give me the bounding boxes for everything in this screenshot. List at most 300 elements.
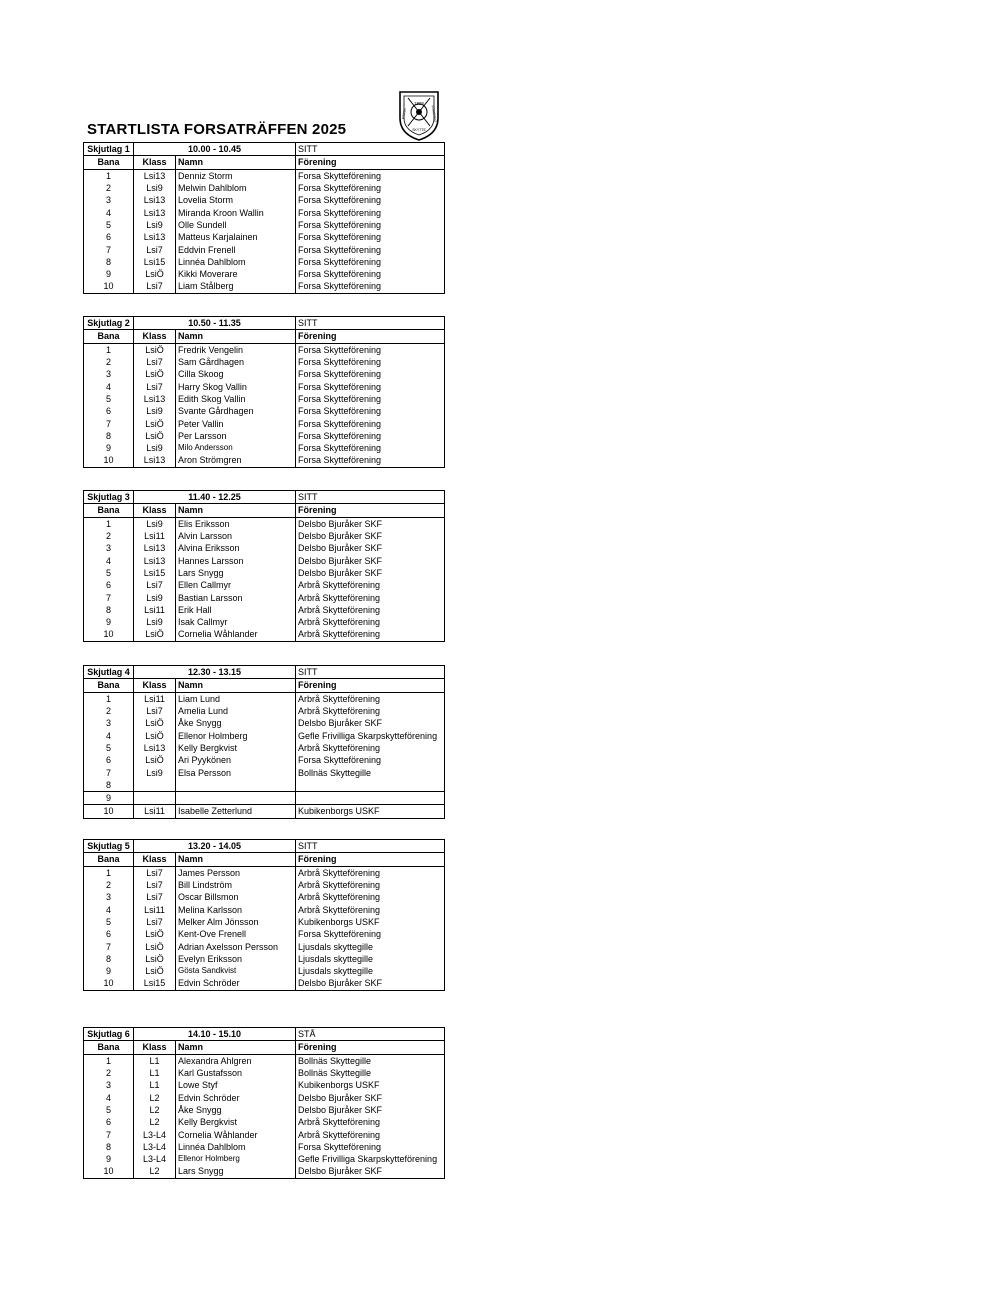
column-header-row (84, 156, 445, 169)
cell-bana: 2 (105, 357, 111, 368)
table-row (84, 742, 445, 754)
cell-bana: 4 (105, 1092, 111, 1103)
table-row (84, 928, 445, 940)
column-header-row (84, 679, 445, 692)
cell-klass: L2 (134, 1116, 176, 1128)
cell-forening: Bollnäs Skyttegille (296, 1067, 445, 1079)
table-row (84, 169, 445, 182)
cell-namn: Adrian Axelsson Persson (176, 940, 296, 952)
cell-forening: Forsa Skytteförening (296, 430, 445, 442)
cell-klass: LsiÖ (134, 368, 176, 380)
cell-bana: 4 (105, 904, 111, 915)
column-header-row (84, 1041, 445, 1054)
cell-bana: 8 (105, 953, 111, 964)
table-row (84, 356, 445, 368)
cell-namn: Sam Gårdhagen (176, 356, 296, 368)
cell-klass: Lsi9 (134, 616, 176, 628)
cell-bana: 1 (105, 693, 111, 704)
cell-klass: LsiÖ (134, 953, 176, 965)
cell-forening: Delsbo Bjuråker SKF (296, 1165, 445, 1178)
cell-namn: Alvina Eriksson (176, 542, 296, 554)
col-header-klass: Klass (134, 156, 176, 169)
col-header-klass: Klass (134, 330, 176, 343)
section-label: Skjutlag 3 (84, 491, 134, 504)
cell-klass: Lsi9 (134, 591, 176, 603)
cell-klass: Lsi7 (134, 380, 176, 392)
table-row (84, 879, 445, 891)
section-position: SITT (296, 143, 445, 156)
cell-klass: Lsi11 (134, 805, 176, 818)
table-row (84, 579, 445, 591)
cell-klass: Lsi9 (134, 517, 176, 530)
cell-forening: Forsa Skytteförening (296, 280, 445, 293)
cell-klass: Lsi13 (134, 169, 176, 182)
table-row (84, 779, 445, 792)
table-row (84, 891, 445, 903)
cell-klass: Lsi7 (134, 891, 176, 903)
cell-namn: Åke Snygg (176, 1104, 296, 1116)
cell-forening: Arbrå Skytteförening (296, 692, 445, 705)
cell-klass: Lsi7 (134, 280, 176, 293)
table-row (84, 616, 445, 628)
table-row (84, 380, 445, 392)
cell-klass: LsiÖ (134, 417, 176, 429)
cell-namn: Ellenor Holmberg (176, 1153, 296, 1165)
cell-namn: Karl Gustafsson (176, 1067, 296, 1079)
cell-namn: Miranda Kroon Wallin (176, 206, 296, 218)
cell-namn: Evelyn Eriksson (176, 953, 296, 965)
cell-klass: L3-L4 (134, 1153, 176, 1165)
section-header (84, 317, 445, 330)
cell-bana: 4 (105, 207, 111, 218)
cell-klass: Lsi11 (134, 604, 176, 616)
cell-forening: Ljusdals skyttegille (296, 953, 445, 965)
table-row (84, 866, 445, 879)
cell-namn: Eddvin Frenell (176, 243, 296, 255)
table-row (84, 268, 445, 280)
col-header-namn: Namn (176, 853, 296, 866)
cell-bana: 7 (105, 941, 111, 952)
cell-bana: 6 (105, 232, 111, 243)
section-time: 11.40 - 12.25 (134, 491, 296, 504)
table-row (84, 717, 445, 729)
cell-klass: L1 (134, 1067, 176, 1079)
cell-klass: Lsi13 (134, 206, 176, 218)
cell-klass: LsiÖ (134, 928, 176, 940)
col-header-forening: Förening (296, 1041, 445, 1054)
cell-klass: L1 (134, 1079, 176, 1091)
cell-namn: Matteus Karjalainen (176, 231, 296, 243)
cell-klass: LsiÖ (134, 940, 176, 952)
cell-klass: LsiÖ (134, 430, 176, 442)
cell-namn: Peter Vallin (176, 417, 296, 429)
cell-namn: Isabelle Zetterlund (176, 805, 296, 818)
cell-forening: Forsa Skytteförening (296, 343, 445, 356)
cell-klass: L3-L4 (134, 1141, 176, 1153)
cell-bana: 1 (105, 867, 111, 878)
section-label: Skjutlag 6 (84, 1028, 134, 1041)
cell-bana: 10 (103, 629, 114, 640)
cell-bana: 8 (105, 430, 111, 441)
cell-klass: Lsi11 (134, 692, 176, 705)
startlist-table-skjutlag-3 (83, 490, 445, 642)
cell-namn: Elsa Persson (176, 766, 296, 778)
table-row (84, 940, 445, 952)
table-row (84, 182, 445, 194)
startlist-table-skjutlag-5 (83, 839, 445, 991)
table-row (84, 903, 445, 915)
cell-bana: 1 (105, 518, 111, 529)
table-row (84, 766, 445, 778)
cell-namn: Olle Sundell (176, 219, 296, 231)
cell-klass: Lsi9 (134, 766, 176, 778)
section-header (84, 491, 445, 504)
cell-bana: 9 (105, 966, 111, 977)
cell-forening: Forsa Skytteförening (296, 417, 445, 429)
cell-klass: Lsi13 (134, 554, 176, 566)
cell-bana: 10 (103, 455, 114, 466)
cell-klass: Lsi13 (134, 393, 176, 405)
cell-bana: 1 (105, 170, 111, 181)
cell-namn: Edith Skog Vallin (176, 393, 296, 405)
table-row (84, 368, 445, 380)
cell-namn: Kent-Ove Frenell (176, 928, 296, 940)
table-row (84, 1165, 445, 1178)
cell-klass: L2 (134, 1104, 176, 1116)
col-header-namn: Namn (176, 1041, 296, 1054)
cell-namn: Hannes Larsson (176, 554, 296, 566)
cell-forening: Forsa Skytteförening (296, 182, 445, 194)
cell-namn: Bastian Larsson (176, 591, 296, 603)
cell-forening: Arbrå Skytteförening (296, 579, 445, 591)
table-row (84, 692, 445, 705)
cell-bana: 1 (105, 344, 111, 355)
cell-bana: 5 (105, 567, 111, 578)
cell-namn: Harry Skog Vallin (176, 380, 296, 392)
cell-bana: 3 (105, 1080, 111, 1091)
startlist-table-skjutlag-1 (83, 142, 445, 294)
cell-namn: Åke Snygg (176, 717, 296, 729)
cell-klass: Lsi13 (134, 231, 176, 243)
cell-forening: Forsa Skytteförening (296, 231, 445, 243)
cell-namn (176, 779, 296, 792)
cell-forening: Delsbo Bjuråker SKF (296, 517, 445, 530)
column-header-row (84, 853, 445, 866)
cell-forening: Arbrå Skytteförening (296, 705, 445, 717)
cell-klass: Lsi9 (134, 182, 176, 194)
cell-bana: 6 (105, 406, 111, 417)
table-row (84, 1153, 445, 1165)
cell-namn: Linnéa Dahlblom (176, 256, 296, 268)
table-row (84, 705, 445, 717)
cell-forening: Forsa Skytteförening (296, 206, 445, 218)
cell-namn: Edvin Schröder (176, 1091, 296, 1103)
column-header-row (84, 504, 445, 517)
cell-forening: Kubikenborgs USKF (296, 1079, 445, 1091)
cell-namn: Cornelia Wåhlander (176, 628, 296, 641)
cell-bana: 3 (105, 369, 111, 380)
table-row (84, 517, 445, 530)
cell-bana: 8 (84, 779, 134, 792)
cell-forening: Arbrå Skytteförening (296, 628, 445, 641)
cell-bana: 9 (105, 443, 111, 454)
cell-klass: Lsi13 (134, 542, 176, 554)
col-header-bana: Bana (84, 156, 134, 169)
col-header-namn: Namn (176, 679, 296, 692)
col-header-forening: Förening (296, 504, 445, 517)
cell-bana: 2 (105, 1068, 111, 1079)
section-time: 12.30 - 13.15 (134, 666, 296, 679)
cell-forening: Delsbo Bjuråker SKF (296, 717, 445, 729)
column-header-row (84, 330, 445, 343)
table-row (84, 977, 445, 990)
cell-klass: L3-L4 (134, 1128, 176, 1140)
table-row (84, 442, 445, 454)
cell-bana: 10 (103, 806, 114, 817)
table-row (84, 206, 445, 218)
cell-forening: Forsa Skytteförening (296, 928, 445, 940)
cell-namn: Svante Gårdhagen (176, 405, 296, 417)
cell-bana: 6 (105, 580, 111, 591)
cell-bana: 2 (105, 183, 111, 194)
cell-namn: Linnéa Dahlblom (176, 1141, 296, 1153)
table-row (84, 256, 445, 268)
startlist-table-skjutlag-6 (83, 1027, 445, 1179)
section-position: SITT (296, 317, 445, 330)
cell-namn: Denniz Storm (176, 169, 296, 182)
cell-forening: Forsa Skytteförening (296, 442, 445, 454)
cell-namn: James Persson (176, 866, 296, 879)
cell-bana: 3 (105, 892, 111, 903)
cell-klass: Lsi15 (134, 567, 176, 579)
cell-bana: 6 (105, 755, 111, 766)
cell-forening: Forsa Skytteförening (296, 1141, 445, 1153)
cell-klass: Lsi7 (134, 579, 176, 591)
cell-forening: Delsbo Bjuråker SKF (296, 1104, 445, 1116)
cell-namn: Liam Stålberg (176, 280, 296, 293)
cell-klass: LsiÖ (134, 729, 176, 741)
col-header-bana: Bana (84, 853, 134, 866)
cell-klass: LsiÖ (134, 717, 176, 729)
cell-namn: Lowe Styf (176, 1079, 296, 1091)
cell-namn: Ari Pyykönen (176, 754, 296, 766)
cell-namn: Kikki Moverare (176, 268, 296, 280)
table-row (84, 604, 445, 616)
cell-bana: 4 (105, 555, 111, 566)
cell-forening: Forsa Skytteförening (296, 194, 445, 206)
cell-namn: Alexandra Ahlgren (176, 1054, 296, 1067)
cell-forening: Forsa Skytteförening (296, 454, 445, 467)
table-row (84, 628, 445, 641)
cell-bana: 5 (105, 1104, 111, 1115)
cell-bana: 4 (105, 381, 111, 392)
table-row (84, 405, 445, 417)
startlist-table-skjutlag-4 (83, 665, 445, 819)
cell-namn: Oscar Billsmon (176, 891, 296, 903)
cell-bana: 10 (103, 1166, 114, 1177)
cell-namn: Elis Eriksson (176, 517, 296, 530)
cell-bana: 9 (105, 269, 111, 280)
table-row (84, 1067, 445, 1079)
table-row (84, 417, 445, 429)
cell-forening: Bollnäs Skyttegille (296, 766, 445, 778)
svg-text:FORSA: FORSA (401, 108, 407, 120)
section-header (84, 666, 445, 679)
col-header-bana: Bana (84, 1041, 134, 1054)
cell-forening: Forsa Skytteförening (296, 268, 445, 280)
table-row (84, 1079, 445, 1091)
cell-forening: Arbrå Skytteförening (296, 616, 445, 628)
cell-bana: 6 (105, 1117, 111, 1128)
col-header-klass: Klass (134, 853, 176, 866)
cell-namn: Gösta Sandkvist (176, 965, 296, 977)
cell-bana: 1 (105, 1055, 111, 1066)
col-header-bana: Bana (84, 330, 134, 343)
cell-namn: Kelly Bergkvist (176, 742, 296, 754)
table-row (84, 1091, 445, 1103)
cell-forening: Arbrå Skytteförening (296, 891, 445, 903)
cell-bana: 2 (105, 531, 111, 542)
table-row (84, 454, 445, 467)
table-row (84, 805, 445, 818)
table-row (84, 1054, 445, 1067)
table-row (84, 542, 445, 554)
cell-bana: 9 (84, 791, 134, 804)
cell-klass: Lsi13 (134, 194, 176, 206)
cell-bana: 7 (105, 1129, 111, 1140)
cell-namn: Ellen Callmyr (176, 579, 296, 591)
cell-namn: Liam Lund (176, 692, 296, 705)
section-position: SITT (296, 840, 445, 853)
table-row (84, 343, 445, 356)
cell-forening: Forsa Skytteförening (296, 256, 445, 268)
cell-klass: LsiÖ (134, 965, 176, 977)
cell-klass: Lsi7 (134, 356, 176, 368)
startlist-table-skjutlag-2 (83, 316, 445, 468)
cell-bana: 5 (105, 393, 111, 404)
cell-forening: Ljusdals skyttegille (296, 940, 445, 952)
col-header-klass: Klass (134, 1041, 176, 1054)
cell-namn: Melker Alm Jönsson (176, 916, 296, 928)
cell-namn: Lars Snygg (176, 1165, 296, 1178)
cell-forening: Forsa Skytteförening (296, 405, 445, 417)
cell-forening: Arbrå Skytteförening (296, 903, 445, 915)
cell-bana: 5 (105, 219, 111, 230)
table-row (84, 1116, 445, 1128)
cell-forening: Arbrå Skytteförening (296, 1128, 445, 1140)
cell-bana: 5 (105, 742, 111, 753)
cell-bana: 2 (105, 706, 111, 717)
cell-bana: 8 (105, 604, 111, 615)
table-row (84, 567, 445, 579)
col-header-bana: Bana (84, 504, 134, 517)
cell-namn: Amelia Lund (176, 705, 296, 717)
col-header-namn: Namn (176, 330, 296, 343)
cell-bana: 7 (105, 592, 111, 603)
cell-namn: Cilla Skoog (176, 368, 296, 380)
club-emblem-icon (394, 88, 444, 142)
cell-forening: Delsbo Bjuråker SKF (296, 530, 445, 542)
cell-klass: Lsi7 (134, 866, 176, 879)
cell-klass: Lsi9 (134, 405, 176, 417)
cell-forening: Delsbo Bjuråker SKF (296, 977, 445, 990)
cell-namn: Lovelia Storm (176, 194, 296, 206)
col-header-forening: Förening (296, 853, 445, 866)
section-position: SITT (296, 666, 445, 679)
col-header-namn: Namn (176, 156, 296, 169)
table-row (84, 1104, 445, 1116)
cell-bana: 5 (105, 916, 111, 927)
cell-namn: Isak Callmyr (176, 616, 296, 628)
section-header (84, 1028, 445, 1041)
cell-forening: Kubikenborgs USKF (296, 805, 445, 818)
section-label: Skjutlag 2 (84, 317, 134, 330)
cell-namn: Aron Strömgren (176, 454, 296, 467)
section-label: Skjutlag 1 (84, 143, 134, 156)
section-time: 10.00 - 10.45 (134, 143, 296, 156)
cell-klass: Lsi7 (134, 879, 176, 891)
cell-bana: 9 (105, 1154, 111, 1165)
cell-namn: Cornelia Wåhlander (176, 1128, 296, 1140)
col-header-klass: Klass (134, 679, 176, 692)
cell-bana: 7 (105, 767, 111, 778)
cell-forening: Delsbo Bjuråker SKF (296, 1091, 445, 1103)
cell-bana: 4 (105, 730, 111, 741)
cell-forening: Arbrå Skytteförening (296, 604, 445, 616)
table-row (84, 916, 445, 928)
cell-klass (134, 791, 176, 804)
table-row (84, 430, 445, 442)
table-row (84, 729, 445, 741)
section-header (84, 143, 445, 156)
cell-forening (296, 779, 445, 792)
table-row (84, 231, 445, 243)
cell-klass: LsiÖ (134, 268, 176, 280)
cell-bana: 8 (105, 256, 111, 267)
cell-bana: 9 (105, 617, 111, 628)
cell-forening: Forsa Skytteförening (296, 393, 445, 405)
table-row (84, 754, 445, 766)
cell-namn: Bill Lindström (176, 879, 296, 891)
cell-namn: Edvin Schröder (176, 977, 296, 990)
cell-forening: Arbrå Skytteförening (296, 591, 445, 603)
table-row (84, 554, 445, 566)
col-header-forening: Förening (296, 679, 445, 692)
cell-namn: Per Larsson (176, 430, 296, 442)
cell-namn: Melina Karlsson (176, 903, 296, 915)
col-header-forening: Förening (296, 156, 445, 169)
cell-bana: 3 (105, 543, 111, 554)
cell-bana: 10 (103, 281, 114, 292)
cell-klass: L1 (134, 1054, 176, 1067)
cell-namn: Milo Andersson (176, 442, 296, 454)
cell-bana: 8 (105, 1141, 111, 1152)
cell-bana: 6 (105, 929, 111, 940)
table-row (84, 280, 445, 293)
cell-klass: L2 (134, 1091, 176, 1103)
col-header-forening: Förening (296, 330, 445, 343)
cell-klass: Lsi7 (134, 916, 176, 928)
table-row (84, 194, 445, 206)
cell-forening: Arbrå Skytteförening (296, 1116, 445, 1128)
cell-bana: 7 (105, 244, 111, 255)
cell-klass: Lsi9 (134, 442, 176, 454)
cell-klass (134, 779, 176, 792)
svg-text:SKYTTE: SKYTTE (412, 128, 426, 132)
cell-bana: 7 (105, 418, 111, 429)
cell-klass: Lsi11 (134, 530, 176, 542)
cell-namn: Ellenor Holmberg (176, 729, 296, 741)
